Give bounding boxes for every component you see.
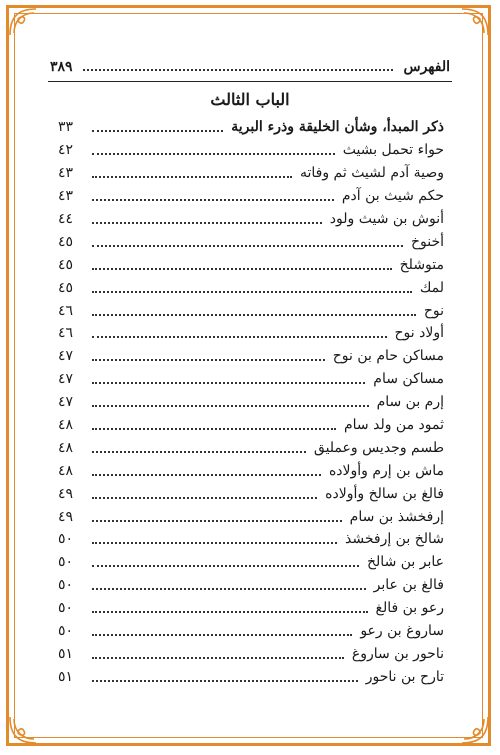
toc-entry-title: متوشلخ (399, 256, 444, 273)
toc-entry[interactable] (58, 459, 444, 482)
corner-ornament-icon (8, 7, 38, 37)
toc-entry[interactable] (58, 162, 444, 185)
toc-entry-page: ٤٨ (58, 462, 74, 479)
toc-entry-title: فالغ بن سالخ وأولاده (325, 485, 444, 502)
toc-entry-title: أخنوخ (410, 233, 444, 250)
toc-entry[interactable] (58, 139, 444, 162)
toc-entry-title: رعو بن فالغ (375, 600, 444, 617)
toc-entry-title: شالخ بن إرفخشذ (345, 531, 444, 548)
toc-entry-page: ٤٨ (58, 417, 74, 434)
toc-entry-title: عابر بن شالخ (367, 554, 444, 571)
toc-entry-page: ٥٠ (58, 623, 74, 640)
toc-entry[interactable] (58, 299, 444, 322)
toc-entry-page: ٥٠ (58, 600, 74, 617)
toc-entry-page: ٥١ (58, 645, 74, 662)
toc-leader-dots (92, 130, 223, 132)
toc-entry[interactable] (58, 620, 444, 643)
toc-entry-page: ٤٦ (58, 302, 74, 319)
toc-entry-page: ٥٠ (58, 554, 74, 571)
toc-leader-dots (92, 382, 365, 384)
toc-list (58, 116, 444, 688)
toc-entry-title: ناحور بن ساروغ (351, 645, 444, 662)
toc-entry[interactable] (58, 253, 444, 276)
toc-leader-dots (92, 222, 322, 224)
toc-entry-page: ٤٧ (58, 394, 74, 411)
toc-entry-title: طسم وجديس وعمليق (313, 439, 444, 456)
toc-leader-dots (92, 680, 358, 682)
toc-entry-title: ذكر المبدأ، وشأن الخليقة وذرء البرية (231, 119, 444, 136)
toc-entry-title: ماش بن إرم وأولاده (328, 462, 444, 479)
toc-leader-dots (92, 405, 369, 407)
toc-entry-page: ٤٦ (58, 325, 74, 342)
toc-entry-title: فالغ بن عابر (373, 577, 444, 594)
header-rule (48, 81, 452, 82)
toc-entry-page: ٤٨ (58, 439, 74, 456)
toc-entry[interactable] (58, 665, 444, 688)
toc-entry[interactable] (58, 230, 444, 253)
toc-entry[interactable] (58, 116, 444, 139)
toc-entry-page: ٤٣ (58, 165, 74, 182)
toc-entry-page: ٤٤ (58, 211, 74, 227)
toc-leader-dots (92, 542, 337, 544)
toc-entry-title: ساروغ بن رعو (360, 623, 444, 640)
corner-ornament-icon (8, 715, 38, 745)
toc-entry[interactable] (58, 642, 444, 665)
toc-entry[interactable] (58, 574, 444, 597)
toc-leader-dots (92, 176, 292, 178)
toc-entry-title: وصية آدم لشيث ثم وفاته (299, 165, 444, 182)
running-header (50, 56, 450, 78)
toc-entry[interactable] (58, 414, 444, 437)
toc-entry[interactable] (58, 436, 444, 459)
toc-leader-dots (92, 291, 412, 293)
header-title: الفهرس (403, 59, 450, 75)
toc-entry-page: ٤٩ (58, 485, 74, 502)
toc-leader-dots (92, 520, 342, 522)
toc-leader-dots (92, 497, 317, 499)
toc-leader-dots (92, 359, 325, 361)
toc-leader-dots (92, 451, 306, 453)
corner-ornament-icon (460, 7, 490, 37)
toc-entry[interactable] (58, 368, 444, 391)
corner-ornament-icon (460, 715, 490, 745)
toc-leader-dots (92, 588, 366, 590)
toc-entry-page: ٥٠ (58, 577, 74, 594)
toc-entry[interactable] (58, 528, 444, 551)
toc-entry[interactable] (58, 391, 444, 414)
toc-entry-title: لمك (419, 279, 444, 296)
toc-entry-page: ٤٥ (58, 279, 74, 296)
toc-leader-dots (92, 428, 336, 430)
toc-entry[interactable] (58, 505, 444, 528)
toc-entry[interactable] (58, 276, 444, 299)
header-page-number: ٣٨٩ (50, 59, 73, 75)
toc-entry[interactable] (58, 208, 444, 231)
toc-entry-title: حكم شيث بن آدم (341, 188, 444, 205)
toc-entry-page: ٤٧ (58, 371, 74, 388)
toc-entry-page: ٤٩ (58, 508, 74, 525)
toc-leader-dots (92, 634, 352, 636)
toc-entry-page: ٤٧ (58, 348, 74, 365)
toc-entry-page: ٣٣ (58, 119, 74, 136)
toc-entry-page: ٤٥ (58, 256, 74, 273)
toc-leader-dots (92, 565, 359, 567)
toc-entry[interactable] (58, 185, 444, 208)
toc-entry-page: ٤٣ (58, 188, 74, 205)
toc-entry[interactable] (58, 345, 444, 368)
toc-entry[interactable] (58, 597, 444, 620)
toc-leader-dots (92, 474, 321, 476)
toc-leader-dots (92, 153, 335, 155)
toc-entry-page: ٥١ (58, 668, 74, 685)
toc-leader-dots (92, 268, 392, 270)
toc-entry-page: ٥٠ (58, 531, 74, 548)
toc-leader-dots (92, 611, 368, 613)
header-leader-dots (83, 69, 394, 71)
toc-entry-title: تارح بن ناحور (365, 668, 444, 685)
toc-leader-dots (92, 314, 416, 316)
toc-entry[interactable] (58, 322, 444, 345)
toc-entry-title: مساكن سام (373, 371, 444, 388)
toc-entry-title: نوح (423, 302, 444, 319)
toc-entry-title: إرفخشذ بن سام (349, 508, 444, 525)
toc-entry[interactable] (58, 551, 444, 574)
toc-leader-dots (92, 245, 403, 247)
toc-entry[interactable] (58, 482, 444, 505)
toc-entry-page: ٤٥ (58, 233, 74, 250)
toc-entry-title: ثمود من ولد سام (343, 417, 444, 434)
toc-leader-dots (92, 199, 334, 201)
toc-entry-title: إرم بن سام (376, 394, 444, 411)
toc-leader-dots (92, 336, 387, 338)
toc-leader-dots (92, 657, 344, 659)
toc-entry-title: أولاد نوح (394, 325, 444, 342)
section-title: الباب الثالث (210, 90, 290, 109)
toc-entry-title: مساكن حام بن نوح (332, 348, 444, 365)
toc-entry-title: أنوش بن شيث ولود (329, 211, 444, 227)
toc-entry-page: ٤٢ (58, 142, 74, 159)
toc-entry-title: حواء تحمل بشيث (342, 142, 444, 159)
